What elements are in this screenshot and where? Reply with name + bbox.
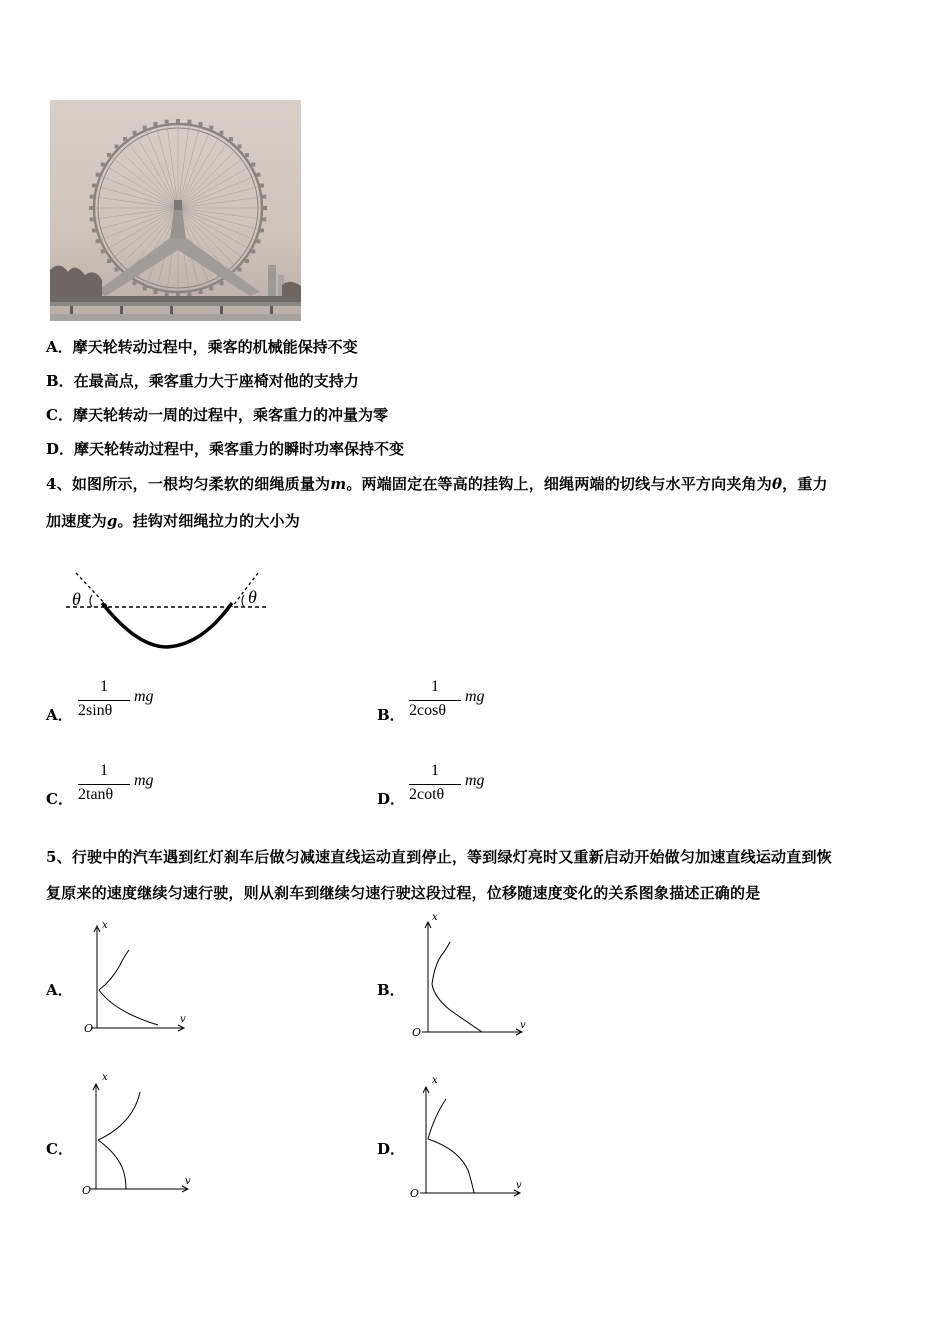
var-m: m: [330, 475, 347, 493]
theta-left-label: θ: [72, 589, 81, 609]
q3-option-c: [46, 404, 388, 425]
theta-right-label: θ: [248, 587, 257, 607]
y-axis-label: x: [102, 1072, 108, 1083]
rope-figure: [62, 565, 272, 660]
q5-graph-d: [408, 1075, 530, 1200]
var-theta: θ: [771, 475, 783, 493]
option-text: 在最高点，乘客重力大于座椅对他的支持力: [73, 372, 359, 390]
q4-option-d-label: D．: [377, 790, 406, 808]
fraction-bar: [409, 700, 461, 701]
q4-option-b-label: B．: [377, 706, 405, 724]
option-text: 摩天轮转动一周的过程中，乘客重力的冲量为零: [72, 406, 388, 424]
option-label: C．: [46, 406, 73, 424]
y-axis-label: x: [102, 920, 108, 931]
q5-option-a-label: A．: [46, 981, 73, 999]
x-axis-label: v: [516, 1180, 522, 1191]
q5-graph-a: [80, 920, 190, 1035]
q5-stem-line2: 复原来的速度继续匀速行驶，则从刹车到继续匀速行驶这段过程，位移随速度变化的关系图象描述正确的是: [46, 884, 761, 902]
option-text: 摩天轮转动过程中，乘客的机械能保持不变: [72, 338, 358, 356]
option-label: B．: [46, 372, 74, 390]
q4-stem-line2: 加速度为g。挂钩对细绳拉力的大小为: [46, 512, 300, 530]
q4-stem-line1: 4、如图所示，一根均匀柔软的细绳质量为m。两端固定在等高的挂钩上，细绳两端的切线与水平方向夹角为θ，重力: [46, 475, 828, 493]
option-label: A．: [46, 338, 73, 356]
q5-option-b-label: B．: [377, 981, 405, 999]
option-label: D．: [46, 440, 75, 458]
x-axis-label: v: [180, 1014, 186, 1025]
q4-option-c-label: C．: [46, 790, 73, 808]
q3-option-a: [46, 336, 358, 357]
origin-label: O: [84, 1022, 94, 1035]
ferris-wheel-photo: [50, 100, 301, 321]
x-axis-label: v: [185, 1176, 191, 1187]
x-axis-label: v: [520, 1020, 526, 1031]
fraction-bar: [409, 784, 461, 785]
origin-label: O: [412, 1026, 422, 1039]
q5-graph-c: [80, 1072, 195, 1197]
q5-option-d-label: D．: [377, 1140, 406, 1158]
var-g: g: [106, 512, 118, 530]
option-text: 摩天轮转动过程中，乘客重力的瞬时功率保持不变: [74, 440, 405, 458]
y-axis-label: x: [432, 1075, 438, 1086]
origin-label: O: [82, 1184, 92, 1197]
q5-graph-b: [410, 912, 530, 1040]
y-axis-label: x: [432, 912, 438, 923]
fraction-bar: [78, 784, 130, 785]
q4-option-a-label: A．: [46, 706, 73, 724]
origin-label: O: [410, 1187, 420, 1200]
fraction-bar: [78, 700, 130, 701]
q5-stem-line1: 5、行驶中的汽车遇到红灯刹车后做匀减速直线运动直到停止，等到绿灯亮时又重新启动开始做匀加速直线运动直到恢: [46, 848, 832, 866]
q3-option-d: [46, 438, 404, 459]
q5-option-c-label: C．: [46, 1140, 73, 1158]
q3-option-b: [46, 370, 359, 391]
